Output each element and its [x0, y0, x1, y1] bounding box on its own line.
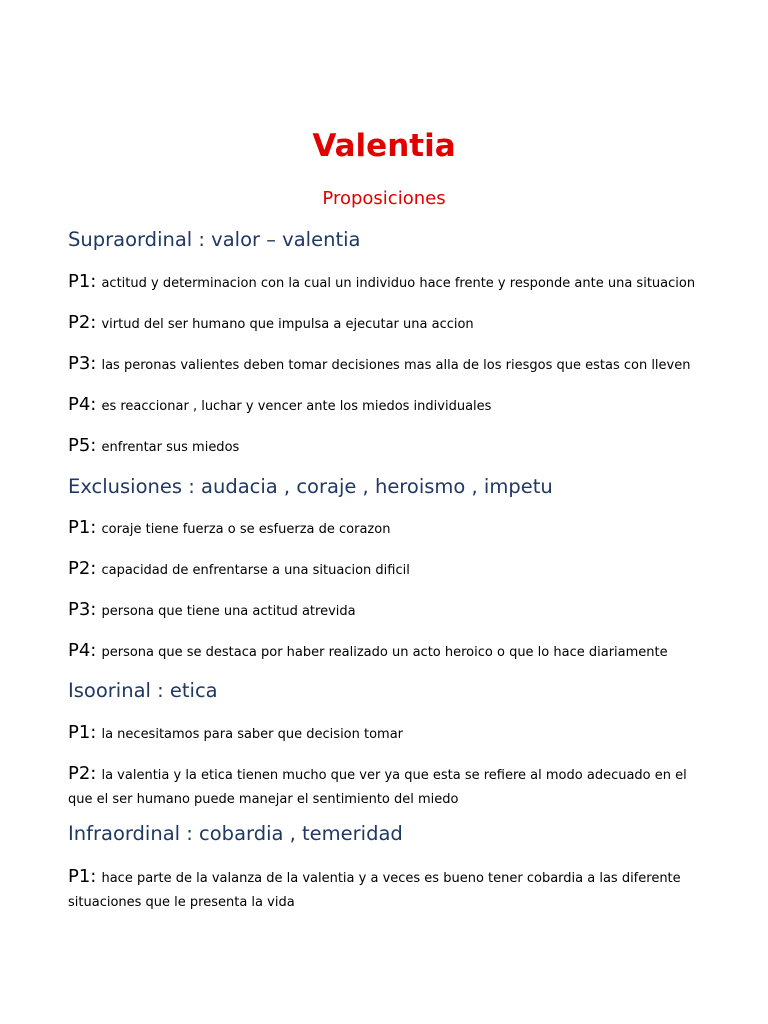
proposition-text: las peronas valientes deben tomar decisiones mas alla de los riesgos que estas con lleven	[101, 358, 691, 373]
document-title: Valentia	[312, 128, 456, 164]
document-subtitle: Proposiciones	[322, 188, 446, 209]
proposition-supraordinal-p2	[68, 312, 708, 336]
proposition-text: actitud y determinacion con la cual un individuo hace frente y responde ante una situacion	[101, 276, 696, 291]
section-heading-infraordinal: Infraordinal : cobardia , temeridad	[68, 822, 403, 845]
proposition-exclusiones-p1	[68, 517, 708, 541]
proposition-text: es reaccionar , luchar y vencer ante los miedos individuales	[101, 399, 492, 414]
proposition-label: P2:	[68, 558, 97, 579]
proposition-text: hace parte de la valanza de la valentia y a veces es bueno tener cobardia a las diferente situaciones que le presenta la vida	[68, 871, 681, 910]
proposition-text: enfrentar sus miedos	[101, 440, 240, 455]
proposition-text: la necesitamos para saber que decision tomar	[101, 727, 404, 742]
section-heading-exclusiones: Exclusiones : audacia , coraje , heroismo , impetu	[68, 475, 553, 498]
proposition-label: P3:	[68, 599, 97, 620]
proposition-label: P4:	[68, 394, 97, 415]
proposition-isoorinal-p2	[68, 763, 698, 811]
proposition-label: P1:	[68, 722, 97, 743]
proposition-infraordinal-p1	[68, 866, 698, 914]
proposition-supraordinal-p3	[68, 353, 708, 377]
proposition-text: coraje tiene fuerza o se esfuerza de corazon	[101, 522, 391, 537]
section-heading-isoorinal: Isoorinal : etica	[68, 679, 218, 702]
proposition-supraordinal-p4	[68, 394, 708, 418]
proposition-exclusiones-p3	[68, 599, 708, 623]
proposition-text: la valentia y la etica tienen mucho que ver ya que esta se refiere al modo adecuado en el que el ser humano puede manejar el sentimiento del miedo	[68, 768, 687, 807]
proposition-label: P2:	[68, 763, 97, 784]
proposition-supraordinal-p5	[68, 435, 708, 459]
proposition-exclusiones-p4	[68, 640, 708, 664]
proposition-text: persona que tiene una actitud atrevida	[101, 604, 356, 619]
proposition-label: P3:	[68, 353, 97, 374]
proposition-label: P4:	[68, 640, 97, 661]
proposition-label: P1:	[68, 271, 97, 292]
proposition-label: P1:	[68, 517, 97, 538]
proposition-text: capacidad de enfrentarse a una situacion dificil	[101, 563, 410, 578]
proposition-text: persona que se destaca por haber realizado un acto heroico o que lo hace diariamente	[101, 645, 668, 660]
section-heading-supraordinal: Supraordinal : valor – valentia	[68, 228, 361, 251]
proposition-supraordinal-p1	[68, 271, 708, 295]
proposition-isoorinal-p1	[68, 722, 708, 746]
proposition-label: P2:	[68, 312, 97, 333]
proposition-text: virtud del ser humano que impulsa a ejecutar una accion	[101, 317, 474, 332]
proposition-exclusiones-p2	[68, 558, 708, 582]
proposition-label: P5:	[68, 435, 97, 456]
proposition-label: P1:	[68, 866, 97, 887]
